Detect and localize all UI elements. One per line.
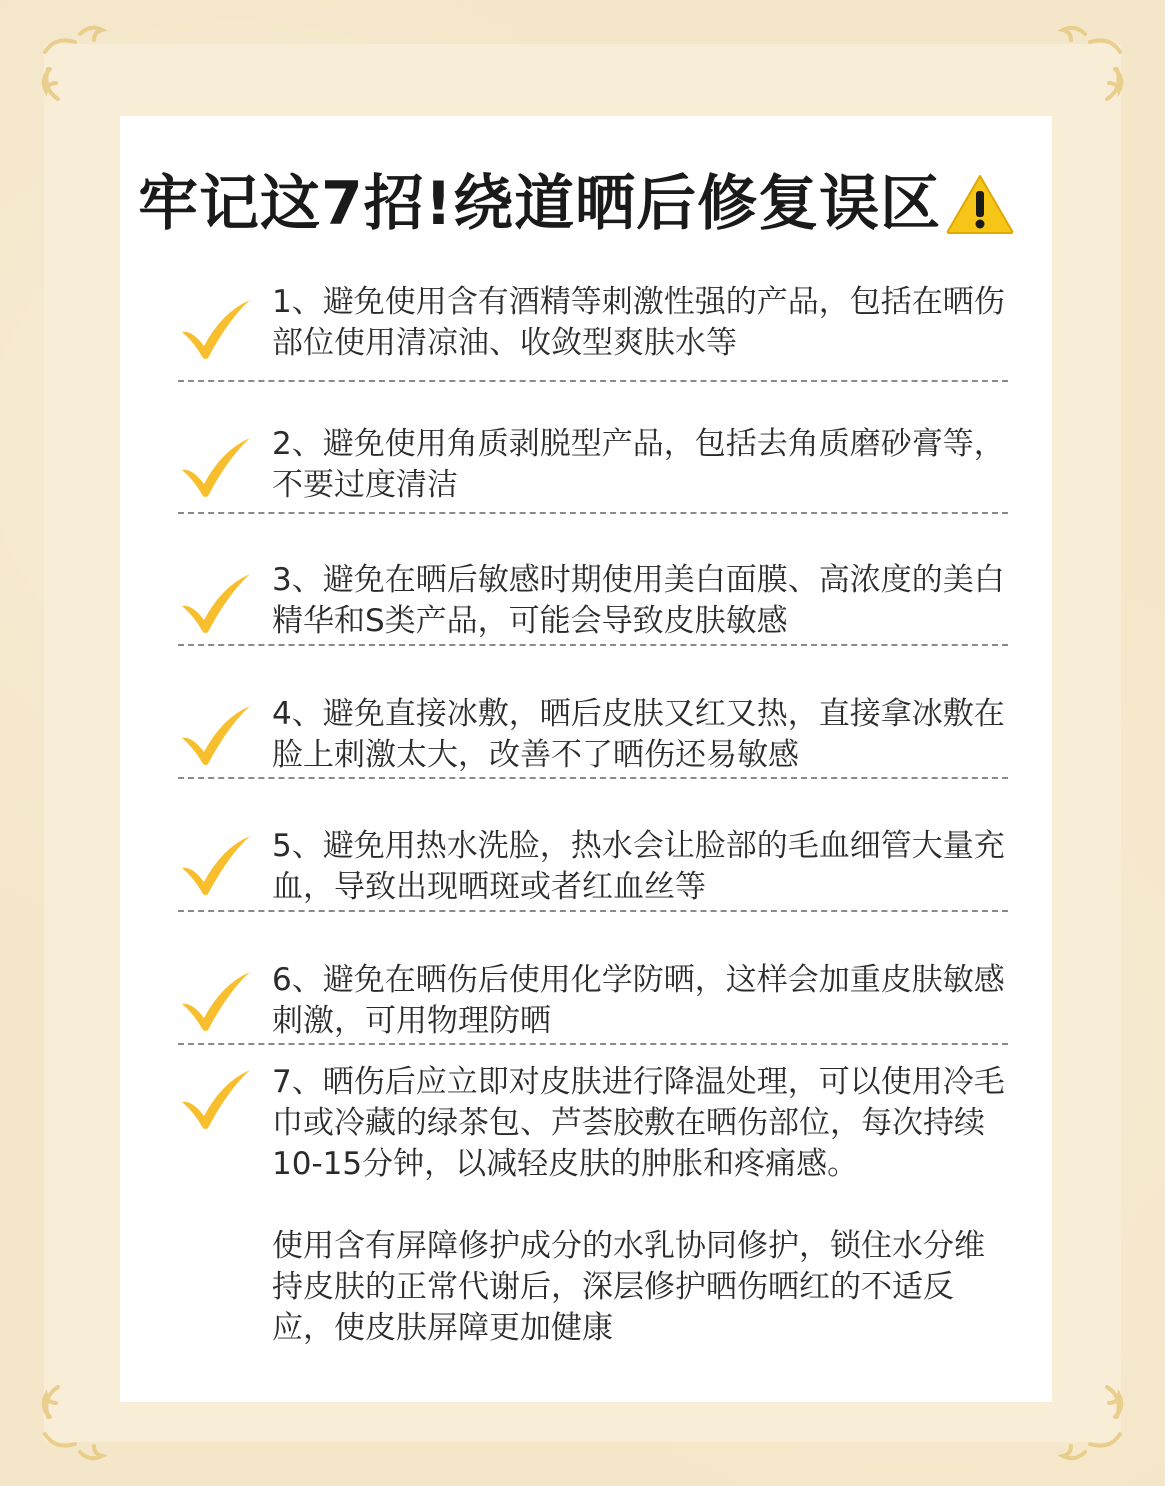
check-icon [178, 296, 254, 362]
item-text: 6、避免在晒伤后使用化学防晒，这样会加重皮肤敏感刺激，可用物理防晒 [272, 962, 1005, 1039]
divider [178, 910, 1008, 912]
content-card [120, 116, 1052, 1402]
divider [178, 380, 1008, 382]
corner-ornament-icon [1035, 14, 1145, 124]
item-text: 使用含有屏障修护成分的水乳协同修护，锁住水分维持皮肤的正常代谢后，深层修护晒伤晒红的不适反应，使皮肤屏障更加健康 [272, 1228, 985, 1346]
item-text: 5、避免用热水洗脸，热水会让脸部的毛血细管大量充血，导致出现晒斑或者红血丝等 [272, 828, 1005, 905]
check-icon [178, 570, 254, 636]
check-icon [178, 832, 254, 898]
check-icon [178, 1066, 254, 1132]
check-icon [178, 434, 254, 500]
item-text: 1、避免使用含有酒精等刺激性强的产品，包括在晒伤部位使用清凉油、收敛型爽肤水等 [272, 284, 1005, 361]
corner-ornament-icon [20, 1362, 130, 1472]
divider [178, 512, 1008, 514]
corner-ornament-icon [20, 14, 130, 124]
warning-icon [945, 173, 1015, 235]
divider [178, 1043, 1008, 1045]
page-title: 牢记这7招!绕道晒后修复误区 [138, 169, 942, 239]
check-icon [178, 968, 254, 1034]
divider [178, 644, 1008, 646]
item-text: 2、避免使用角质剥脱型产品，包括去角质磨砂膏等，不要过度清洁 [272, 426, 1005, 503]
item-text: 4、避免直接冰敷，晒后皮肤又红又热，直接拿冰敷在脸上刺激太大，改善不了晒伤还易敏感 [272, 696, 1005, 773]
check-icon [178, 702, 254, 768]
title-row [138, 164, 1058, 244]
divider [178, 777, 1008, 779]
item-text: 3、避免在晒后敏感时期使用美白面膜、高浓度的美白精华和S类产品，可能会导致皮肤敏感 [272, 562, 1005, 639]
item-text: 7、晒伤后应立即对皮肤进行降温处理，可以使用冷毛巾或冷藏的绿茶包、芦荟胶敷在晒伤部位，每次持续10-15分钟，以减轻皮肤的肿胀和疼痛感。 [272, 1064, 1005, 1182]
